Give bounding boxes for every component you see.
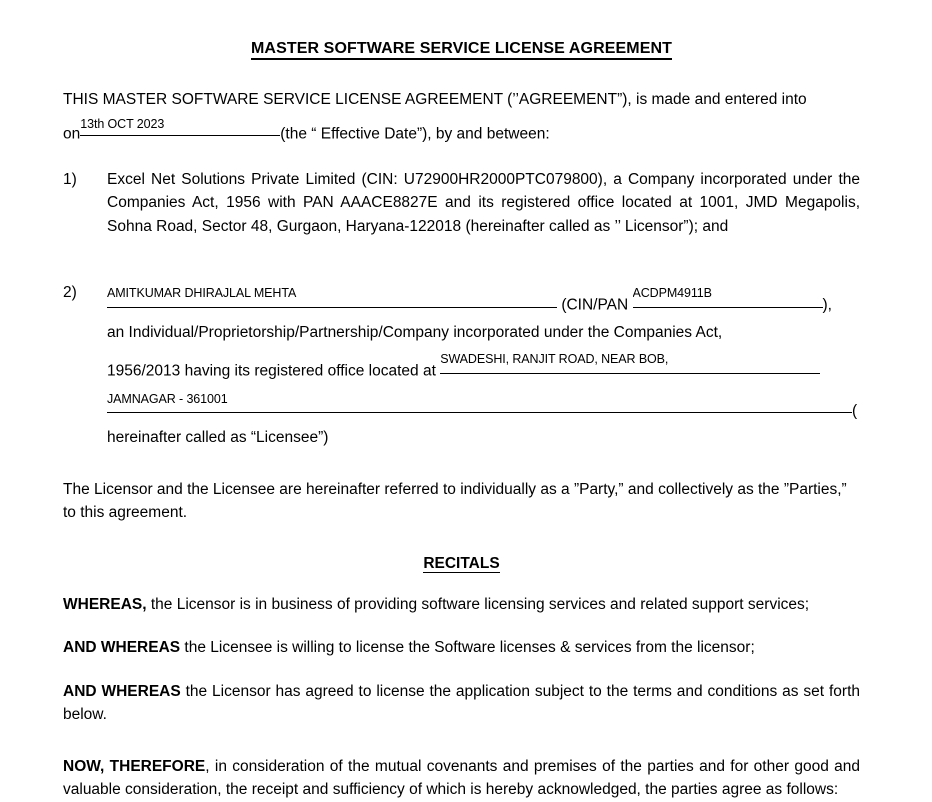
page-title-text: MASTER SOFTWARE SERVICE LICENSE AGREEMENT — [251, 40, 672, 60]
licensee-address-line-1-field[interactable] — [440, 346, 820, 374]
cin-pan-close: ), — [822, 296, 832, 314]
clause-licensor — [63, 168, 860, 239]
parties-paragraph: The Licensor and the Licensee are hereinafter referred to individually as a ”Party,” and collectively as the ”Parties,” to this agreement. — [63, 480, 847, 522]
recital-3-text: the Licensor has agreed to license the application subject to the terms and conditions as set forth below. — [63, 682, 860, 724]
after-date-text: (the “ Effective Date”), by and between: — [280, 125, 550, 143]
licensee-name-value: AMITKUMAR DHIRAJLAL MEHTA — [107, 286, 297, 301]
recital-1-text: the Licensor is in business of providing software licensing services and related support services; — [146, 595, 810, 613]
licensee-closing-line: hereinafter called as “Licensee”) — [107, 428, 329, 446]
clause-licensee — [63, 280, 860, 451]
recital-1-lead: WHEREAS, — [63, 595, 147, 613]
recital-2 — [63, 636, 860, 660]
recital-3 — [63, 680, 860, 727]
intro-line-2 — [63, 112, 860, 146]
recital-1 — [63, 593, 860, 617]
recitals-heading — [63, 555, 860, 573]
recital-4-text: , in consideration of the mutual covenants and premises of the parties and for other good and valuable consideration, the receipt and sufficiency of which is hereby acknowledged, the parties agree as follows: — [63, 757, 860, 799]
office-prefix: 1956/2013 having its registered office located at — [107, 362, 436, 380]
document-body — [63, 0, 860, 802]
effective-date-value: 13th OCT 2023 — [80, 116, 165, 131]
licensee-identity-line — [107, 280, 860, 319]
recital-3-lead: AND WHEREAS — [63, 682, 181, 700]
recital-4 — [63, 755, 860, 802]
licensee-cin-pan-value: ACDPM4911B — [632, 286, 712, 301]
page-title — [63, 40, 860, 58]
licensee-address-line-2-field[interactable] — [107, 386, 852, 414]
effective-date-field[interactable] — [80, 112, 280, 137]
licensee-address-line-1-value: SWADESHI, RANJIT ROAD, NEAR BOB, — [440, 352, 669, 367]
on-label: on — [63, 125, 81, 143]
clause-1-number: 1) — [63, 170, 77, 188]
recital-2-lead: AND WHEREAS — [63, 639, 181, 657]
licensee-cin-pan-field[interactable] — [633, 280, 823, 308]
recitals-heading-text: RECITALS — [423, 554, 500, 572]
intro-paragraph — [63, 88, 860, 146]
licensee-address-line-2-row — [107, 386, 860, 425]
recital-4-lead: NOW, THEREFORE — [63, 757, 206, 775]
clause-1-text: Excel Net Solutions Private Limited (CIN: U72900HR2000PTC079800), a Company incorporated under the Companies Act, 1956 with PAN AAACE8827E and its registered office located at 1001, JMD Megapolis, Sohna Road, Sector 48, Gurgaon, Haryana-122018 (hereinafter called as ’’ Licensor”); and — [107, 170, 860, 235]
intro-line-1: THIS MASTER SOFTWARE SERVICE LICENSE AGREEMENT (’’AGREEMENT”), is made and entered into — [63, 91, 807, 108]
licensee-office-line — [107, 346, 860, 385]
recital-2-text: the Licensee is willing to license the Software licenses & services from the licensor; — [180, 639, 755, 657]
licensee-address-line-2-value: JAMNAGAR - 361001 — [107, 391, 228, 406]
clause-2-number: 2) — [63, 284, 77, 302]
licensee-name-field[interactable] — [107, 280, 557, 308]
cin-pan-label: (CIN/PAN — [561, 296, 629, 314]
licensee-entity-line: an Individual/Proprietorship/Partnership/Company incorporated under the Companies Act, — [107, 323, 723, 341]
open-paren: ( — [852, 402, 858, 420]
